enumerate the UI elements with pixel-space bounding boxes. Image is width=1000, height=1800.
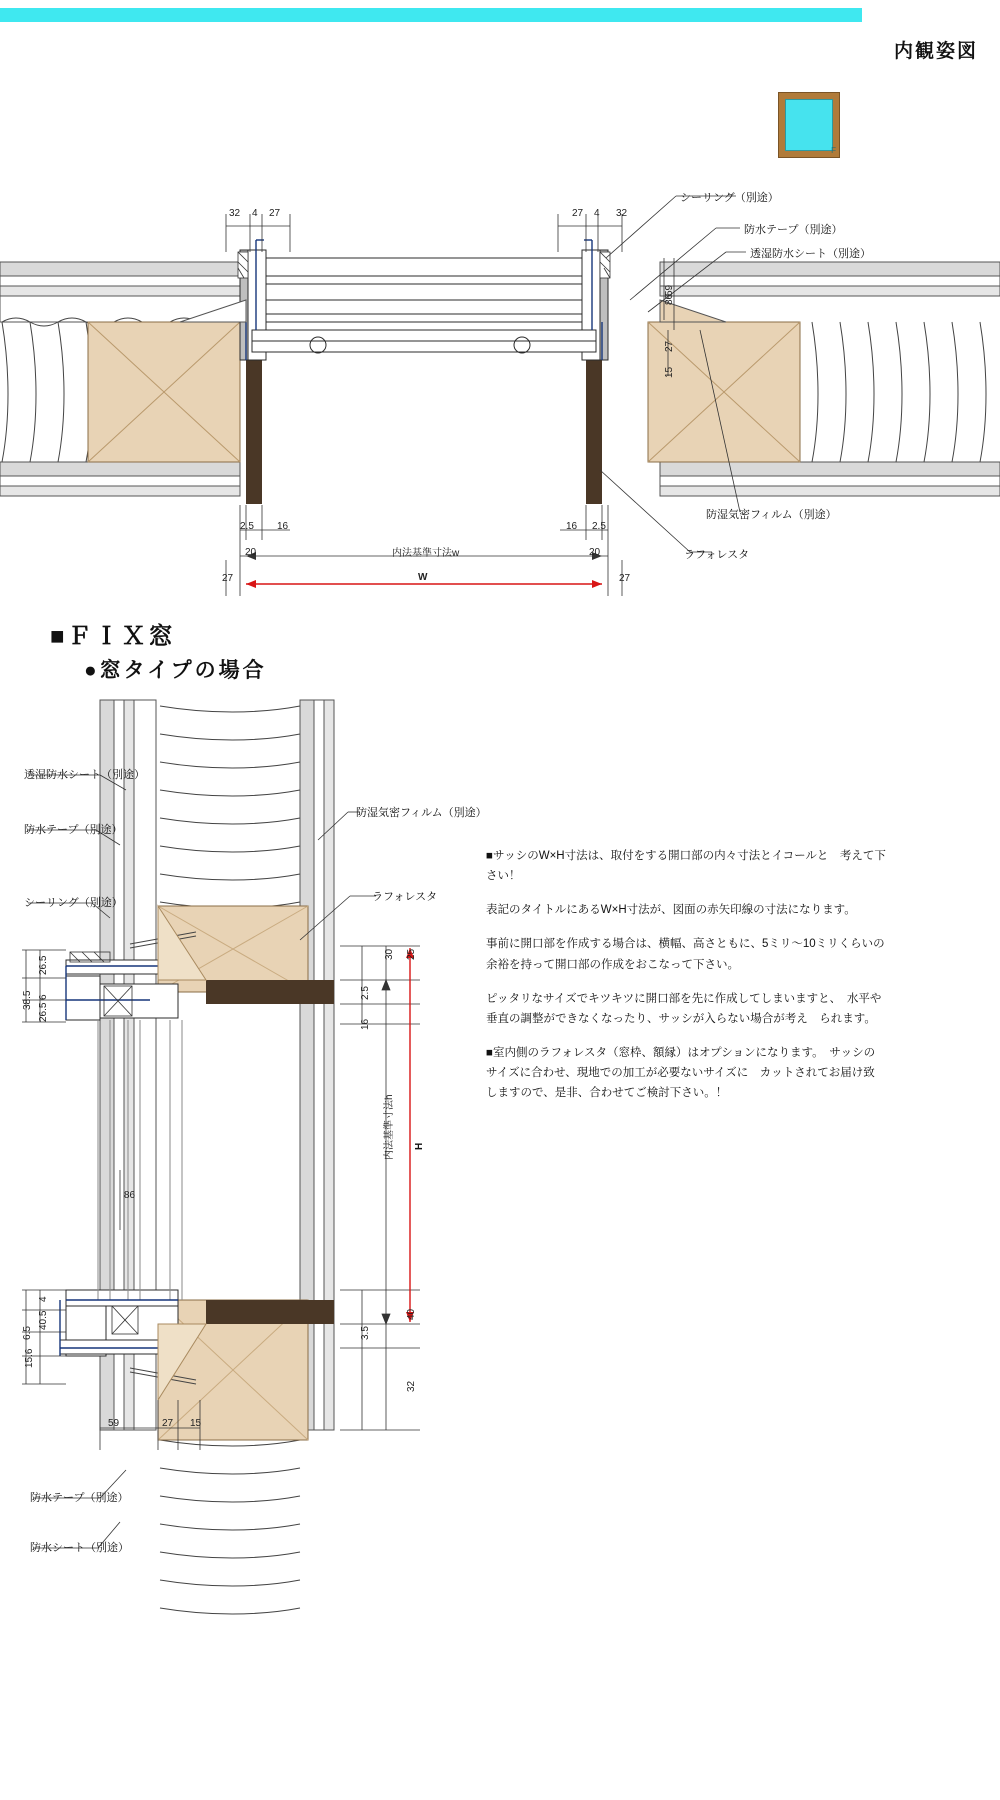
plan-dim-top-left-32: 32	[229, 208, 241, 219]
plan-dim-86: 86	[664, 293, 675, 305]
section-callout-vapor-film: 防湿気密フィルム（別途）	[356, 807, 487, 819]
plan-dim-27: 27	[664, 340, 675, 352]
section-dim-32: 32	[406, 1380, 417, 1392]
note-5: ■室内側のラフォレスタ（窓枠、額縁）はオプションになります。 サッシのサイズに合わせ、現地での加工が必要ないサイズに カットされてお届け致しますので、是非、合わせてご検討下さい。！	[486, 1046, 876, 1100]
window-thumbnail-label: F	[831, 146, 836, 155]
section-dim-27: 27	[162, 1418, 174, 1429]
plan-dim-20-left: 20	[245, 547, 257, 558]
section-dim-16: 16	[360, 1018, 371, 1030]
plan-dim-top-left-27: 27	[269, 208, 281, 219]
section-callout-waterproof-tape-bottom: 防水テープ（別途）	[30, 1492, 129, 1504]
section-inner-standard-h: 内法基準寸法h	[384, 1094, 395, 1160]
section-callout-breathable-sheet: 透湿防水シート（別途）	[24, 769, 145, 781]
plan-dim-br-16: 16	[566, 521, 578, 532]
section-dim-15: 15	[190, 1418, 202, 1429]
plan-dim-20-right: 20	[589, 547, 601, 558]
section-dim-265-b: 26.5	[38, 1002, 49, 1022]
section-dim-40: 40	[406, 1308, 417, 1320]
section-dim-265-a: 26.5	[38, 955, 49, 975]
section-heading-fix-window: ■ＦＩＸ窓	[50, 623, 176, 650]
section-dim-6: 6	[38, 994, 49, 1000]
section-dim-30: 30	[384, 948, 395, 960]
section-callout-waterproof-tape: 防水テープ（別途）	[24, 824, 123, 836]
plan-dim-27-right: 27	[619, 573, 631, 584]
plan-callout-sealing: シーリング（別途）	[680, 192, 779, 204]
section-dim-65: 6.5	[22, 1326, 33, 1340]
section-overall-H: H	[414, 1142, 425, 1150]
plan-dim-bl-16: 16	[277, 521, 289, 532]
note-4: ピッタリなサイズでキツキツに開口部を先に作成してしまいますと、 水平や垂直の調整ができなくなったり、サッシが入らない場合が考え られます。	[486, 992, 882, 1025]
plan-dim-top-right-32: 32	[616, 208, 628, 219]
plan-dim-59: 59	[664, 284, 675, 296]
section-dim-405: 40.5	[38, 1310, 49, 1330]
plan-dim-15: 15	[664, 366, 675, 378]
plan-callout-waterproof-tape: 防水テープ（別途）	[744, 224, 843, 236]
page-title: 内観姿図	[893, 41, 978, 62]
section-dim-86: 86	[124, 1190, 136, 1201]
plan-dim-top-right-27: 27	[572, 208, 584, 219]
plan-dim-top-left-4: 4	[252, 208, 258, 219]
note-3: 事前に開口部を作成する場合は、横幅、高さともに、5ミリ〜10ミリくらいの 余裕を持って開口部の作成をおこなって下さい。	[486, 938, 897, 971]
section-dim-59: 59	[108, 1418, 120, 1429]
plan-inner-standard-label: 内法基準寸法w	[392, 548, 460, 559]
plan-dim-br-25: 2.5	[592, 521, 606, 532]
section-dim-25: 25	[406, 948, 417, 960]
section-subheading-window-type: ●窓タイプの場合	[84, 659, 267, 682]
plan-dim-27-left: 27	[222, 573, 234, 584]
section-callout-sealing: シーリング（別途）	[24, 897, 123, 909]
notes-block	[486, 846, 897, 1117]
plan-callout-vapor-film: 防湿気密フィルム（別途）	[706, 509, 837, 521]
section-callout-rafuoresta: ラフォレスタ	[372, 891, 438, 903]
plan-dim-top-right-4: 4	[594, 208, 600, 219]
section-dim-25b: 2.5	[360, 986, 371, 1000]
note-1: ■サッシのW×H寸法は、取付をする開口部の内々寸法とイコールと 考えて下さい！	[486, 850, 886, 883]
plan-callout-breathable-sheet: 透湿防水シート（別途）	[750, 248, 871, 260]
section-dim-385: 38.5	[22, 990, 33, 1010]
section-dim-156: 15.6	[24, 1348, 35, 1368]
section-dim-4: 4	[38, 1296, 49, 1302]
plan-overall-W: W	[418, 572, 428, 583]
plan-dim-bl-25: 2.5	[240, 521, 254, 532]
section-dim-35: 3.5	[360, 1326, 371, 1340]
note-2: 表記のタイトルにあるW×H寸法が、図面の赤矢印線の寸法になります。	[486, 904, 856, 917]
plan-callout-rafuoresta: ラフォレスタ	[684, 549, 750, 561]
section-callout-waterproof-sheet-bottom: 防水シート（別途）	[30, 1542, 129, 1554]
